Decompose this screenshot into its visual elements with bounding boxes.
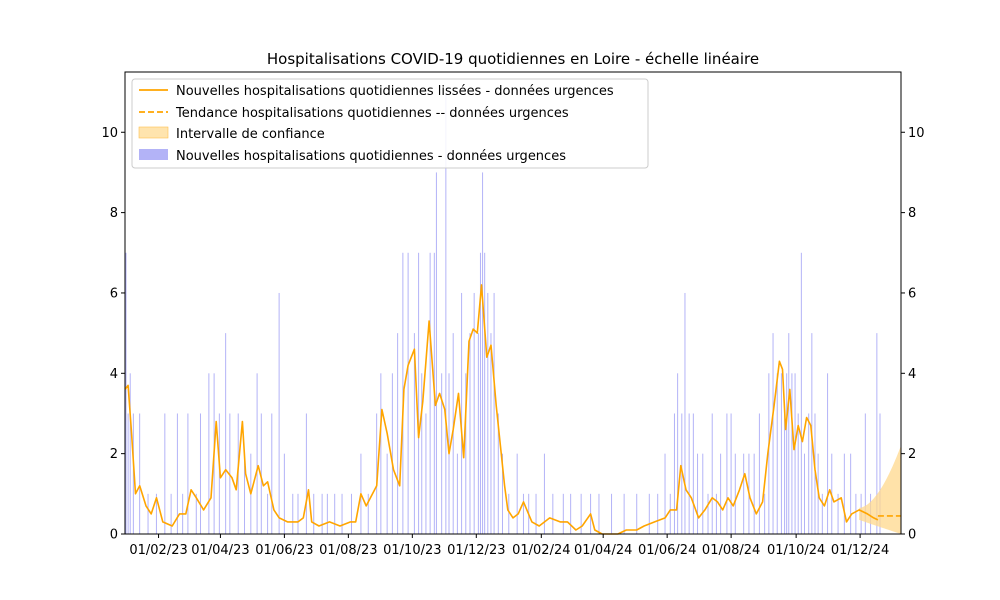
daily-bar-130 bbox=[844, 454, 845, 534]
y-right-tick-label-4: 8 bbox=[908, 206, 917, 222]
daily-bar-115 bbox=[786, 373, 787, 534]
daily-bar-57 bbox=[457, 454, 458, 534]
daily-bar-84 bbox=[624, 494, 625, 534]
daily-bar-41 bbox=[387, 454, 388, 534]
daily-bar-11 bbox=[187, 413, 188, 534]
daily-bar-79 bbox=[570, 494, 571, 534]
daily-bar-27 bbox=[284, 454, 285, 534]
daily-bar-101 bbox=[720, 454, 721, 534]
x-tick-label-6: 01/02/24 bbox=[512, 543, 571, 558]
daily-bar-5 bbox=[148, 494, 149, 534]
y-right-tick-label-3: 6 bbox=[908, 286, 917, 302]
daily-bar-66 bbox=[487, 293, 488, 534]
x-tick-label-7: 01/04/24 bbox=[573, 543, 633, 558]
daily-bar-99 bbox=[712, 413, 713, 534]
daily-bar-8 bbox=[171, 494, 172, 534]
daily-bar-120 bbox=[801, 253, 802, 534]
daily-bar-60 bbox=[469, 333, 470, 534]
daily-bar-50 bbox=[430, 253, 431, 534]
daily-bar-72 bbox=[517, 454, 518, 534]
daily-bar-25 bbox=[271, 413, 272, 534]
daily-bar-89 bbox=[670, 494, 671, 534]
daily-bar-88 bbox=[665, 454, 666, 534]
daily-bar-75 bbox=[536, 494, 537, 534]
daily-bar-48 bbox=[421, 373, 422, 534]
daily-bar-95 bbox=[693, 413, 694, 534]
daily-bar-121 bbox=[804, 454, 805, 534]
daily-bar-108 bbox=[759, 413, 760, 534]
legend-label-confidence: Intervalle de confiance bbox=[176, 127, 325, 142]
daily-bar-127 bbox=[827, 373, 828, 534]
daily-bar-30 bbox=[306, 413, 307, 534]
daily-bar-0 bbox=[126, 253, 127, 534]
daily-bar-31 bbox=[313, 494, 314, 534]
y-right-tick-label-5: 10 bbox=[908, 125, 925, 141]
y-right-tick-label-2: 4 bbox=[908, 366, 917, 382]
x-tick-label-0: 01/02/23 bbox=[129, 543, 188, 558]
daily-bar-36 bbox=[351, 494, 352, 534]
x-tick-label-10: 01/10/24 bbox=[766, 543, 826, 558]
y-left-tick-label-1: 2 bbox=[109, 447, 118, 463]
daily-bar-62 bbox=[478, 333, 479, 534]
daily-bar-28 bbox=[292, 494, 293, 534]
daily-bar-13 bbox=[200, 413, 201, 534]
daily-bar-64 bbox=[482, 172, 483, 534]
legend-label-trend: Tendance hospitalisations quotidiennes -- données urgences bbox=[176, 106, 569, 121]
daily-bar-40 bbox=[380, 373, 381, 534]
daily-bar-104 bbox=[735, 454, 736, 534]
daily-bar-132 bbox=[855, 494, 856, 534]
daily-bar-68 bbox=[494, 293, 495, 534]
y-left-tick-label-0: 0 bbox=[109, 527, 118, 543]
daily-bar-2 bbox=[130, 373, 131, 534]
daily-bar-116 bbox=[788, 333, 789, 534]
daily-bar-98 bbox=[708, 494, 709, 534]
daily-bar-87 bbox=[657, 494, 658, 534]
legend-swatch-confidence bbox=[139, 127, 168, 138]
daily-bar-26 bbox=[279, 293, 280, 534]
daily-bar-1 bbox=[128, 413, 129, 534]
daily-bar-14 bbox=[208, 373, 209, 534]
x-tick-label-5: 01/12/23 bbox=[447, 543, 506, 558]
daily-bar-131 bbox=[850, 454, 851, 534]
daily-bar-42 bbox=[392, 373, 393, 534]
daily-bar-49 bbox=[425, 413, 426, 534]
daily-bar-102 bbox=[726, 413, 727, 534]
daily-bar-107 bbox=[754, 454, 755, 534]
daily-bar-118 bbox=[795, 373, 796, 534]
daily-bar-117 bbox=[791, 373, 792, 534]
daily-bar-67 bbox=[490, 333, 491, 534]
daily-bar-32 bbox=[322, 494, 323, 534]
daily-bar-29 bbox=[298, 494, 299, 534]
daily-bar-73 bbox=[523, 494, 524, 534]
daily-bar-45 bbox=[408, 253, 409, 534]
daily-bar-122 bbox=[808, 413, 809, 534]
daily-bar-103 bbox=[731, 413, 732, 534]
daily-bar-82 bbox=[598, 494, 599, 534]
daily-bar-80 bbox=[581, 494, 582, 534]
x-tick-label-3: 01/08/23 bbox=[319, 543, 378, 558]
daily-bar-7 bbox=[164, 413, 165, 534]
daily-bar-52 bbox=[436, 172, 437, 534]
daily-bar-71 bbox=[508, 494, 509, 534]
daily-bar-78 bbox=[563, 494, 564, 534]
x-tick-label-11: 01/12/24 bbox=[830, 543, 890, 558]
daily-bar-113 bbox=[781, 373, 782, 534]
daily-bar-4 bbox=[139, 413, 140, 534]
daily-bar-22 bbox=[257, 373, 258, 534]
x-tick-label-1: 01/04/23 bbox=[191, 543, 250, 558]
y-left-tick-label-4: 8 bbox=[109, 206, 118, 222]
y-left-tick-label-5: 10 bbox=[101, 125, 118, 141]
daily-bar-35 bbox=[342, 494, 343, 534]
daily-bar-47 bbox=[418, 253, 419, 534]
x-tick-label-9: 01/08/24 bbox=[701, 543, 761, 558]
daily-bar-112 bbox=[777, 373, 778, 534]
daily-bar-17 bbox=[225, 333, 226, 534]
daily-bar-111 bbox=[773, 333, 774, 534]
daily-bar-77 bbox=[552, 494, 553, 534]
y-right-tick-label-1: 2 bbox=[908, 447, 917, 463]
daily-bar-85 bbox=[636, 494, 637, 534]
daily-bar-58 bbox=[461, 293, 462, 534]
daily-bar-94 bbox=[689, 413, 690, 534]
chart-title: Hospitalisations COVID-19 quotidiennes en Loire - échelle linéaire bbox=[266, 50, 760, 68]
y-left-tick-label-2: 4 bbox=[109, 366, 118, 382]
y-right-tick-label-0: 0 bbox=[908, 527, 917, 543]
daily-bar-43 bbox=[397, 333, 398, 534]
legend-label-smoothed: Nouvelles hospitalisations quotidiennes lissées - données urgences bbox=[176, 84, 614, 99]
daily-bar-105 bbox=[743, 454, 744, 534]
daily-bar-96 bbox=[697, 454, 698, 534]
daily-bar-109 bbox=[764, 494, 765, 534]
x-tick-label-2: 01/06/23 bbox=[255, 543, 314, 558]
legend-label-bars: Nouvelles hospitalisations quotidiennes - données urgences bbox=[176, 149, 566, 164]
x-tick-label-8: 01/06/24 bbox=[637, 543, 697, 558]
daily-bar-97 bbox=[702, 454, 703, 534]
daily-bar-33 bbox=[327, 494, 328, 534]
daily-bar-34 bbox=[334, 494, 335, 534]
y-left-tick-label-3: 6 bbox=[109, 286, 118, 302]
daily-bar-65 bbox=[484, 253, 485, 534]
daily-bar-83 bbox=[611, 494, 612, 534]
daily-bar-24 bbox=[267, 494, 268, 534]
daily-bar-90 bbox=[674, 413, 675, 534]
legend bbox=[132, 79, 648, 168]
daily-bar-93 bbox=[684, 293, 685, 534]
x-tick-label-4: 01/10/23 bbox=[383, 543, 442, 558]
legend-swatch-bars bbox=[139, 149, 168, 160]
daily-bar-114 bbox=[784, 413, 785, 534]
daily-bar-126 bbox=[822, 494, 823, 534]
daily-bar-86 bbox=[649, 494, 650, 534]
